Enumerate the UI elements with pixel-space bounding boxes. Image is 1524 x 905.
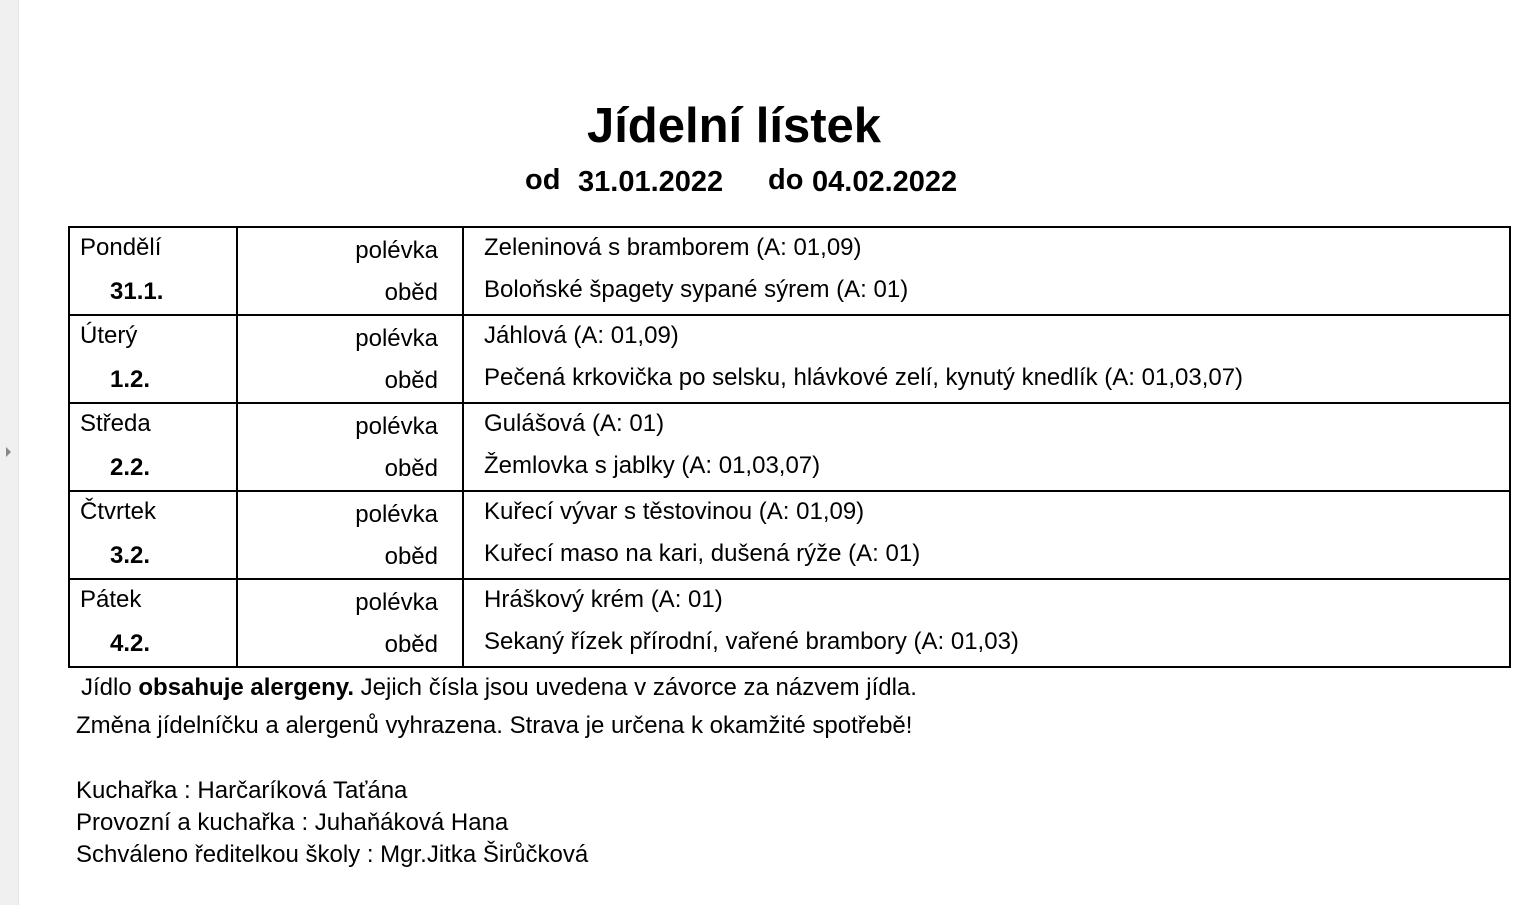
day-cell bbox=[69, 491, 237, 579]
date-to: 04.02.2022 bbox=[812, 166, 958, 198]
dish-cell bbox=[463, 227, 1510, 315]
lunch-label: oběd bbox=[384, 631, 438, 658]
lunch-label: oběd bbox=[384, 279, 438, 306]
soup-label: polévka bbox=[355, 325, 438, 352]
soup-dish: Jáhlová (A: 01,09) bbox=[484, 322, 679, 349]
day-date: 2.2. bbox=[110, 454, 151, 481]
day-cell bbox=[69, 227, 237, 315]
dish-cell bbox=[463, 315, 1510, 403]
table-row bbox=[69, 315, 1510, 403]
meal-type-cell bbox=[237, 491, 463, 579]
lunch-dish: Kuřecí maso na kari, dušená rýže (A: 01) bbox=[484, 540, 921, 567]
soup-dish: Zeleninová s bramborem (A: 01,09) bbox=[484, 234, 862, 261]
day-name: Pondělí bbox=[80, 234, 162, 261]
menu-table bbox=[68, 226, 1511, 668]
lunch-dish: Žemlovka s jablky (A: 01,03,07) bbox=[484, 452, 821, 479]
lunch-dish: Pečená krkovička po selsku, hlávkové zelí, kynutý knedlík (A: 01,03,07) bbox=[484, 364, 1244, 391]
allergen-prefix: Jídlo bbox=[81, 674, 132, 701]
day-date: 1.2. bbox=[110, 366, 151, 393]
day-date: 3.2. bbox=[110, 542, 151, 569]
day-name: Středa bbox=[80, 410, 151, 437]
day-date: 31.1. bbox=[110, 278, 164, 305]
table-row bbox=[69, 579, 1510, 667]
day-cell bbox=[69, 315, 237, 403]
allergen-notice bbox=[81, 673, 917, 703]
lunch-dish: Sekaný řízek přírodní, vařené brambory (A: 01,03) bbox=[484, 628, 1019, 655]
lunch-label: oběd bbox=[384, 367, 438, 394]
date-from: 31.01.2022 bbox=[578, 166, 724, 198]
cook-line: Kuchařka : Harčaríková Taťána bbox=[76, 777, 408, 804]
lunch-dish: Boloňské špagety sypané sýrem (A: 01) bbox=[484, 276, 909, 303]
meal-type-cell bbox=[237, 315, 463, 403]
table-row bbox=[69, 227, 1510, 315]
table-row bbox=[69, 491, 1510, 579]
change-notice: Změna jídelníčku a alergenů vyhrazena. Strava je určena k okamžité spotřebě! bbox=[76, 712, 913, 739]
operations-cook-line: Provozní a kuchařka : Juhaňáková Hana bbox=[76, 809, 509, 836]
dish-cell bbox=[463, 491, 1510, 579]
soup-dish: Kuřecí vývar s těstovinou (A: 01,09) bbox=[484, 498, 865, 525]
day-date: 4.2. bbox=[110, 630, 151, 657]
meal-type-cell bbox=[237, 227, 463, 315]
lunch-label: oběd bbox=[384, 455, 438, 482]
meal-type-cell bbox=[237, 579, 463, 667]
day-cell bbox=[69, 403, 237, 491]
soup-label: polévka bbox=[355, 237, 438, 264]
expand-arrow-icon[interactable] bbox=[6, 447, 11, 457]
allergen-bold: obsahuje alergeny. bbox=[138, 674, 354, 701]
lunch-label: oběd bbox=[384, 543, 438, 570]
date-to-label: do bbox=[768, 164, 804, 196]
table-row bbox=[69, 403, 1510, 491]
approval-line: Schváleno ředitelkou školy : Mgr.Jitka Širůčková bbox=[76, 841, 589, 868]
day-cell bbox=[69, 579, 237, 667]
date-from-label: od bbox=[525, 164, 561, 196]
day-name: Úterý bbox=[80, 322, 138, 349]
soup-dish: Gulášová (A: 01) bbox=[484, 410, 665, 437]
page-title: Jídelní lístek bbox=[586, 99, 882, 153]
dish-cell bbox=[463, 403, 1510, 491]
soup-label: polévka bbox=[355, 501, 438, 528]
allergen-suffix: Jejich čísla jsou uvedena v závorce za názvem jídla. bbox=[354, 674, 917, 701]
soup-label: polévka bbox=[355, 589, 438, 616]
meal-type-cell bbox=[237, 403, 463, 491]
soup-label: polévka bbox=[355, 413, 438, 440]
day-name: Pátek bbox=[80, 586, 142, 613]
soup-dish: Hráškový krém (A: 01) bbox=[484, 586, 723, 613]
dish-cell bbox=[463, 579, 1510, 667]
day-name: Čtvrtek bbox=[80, 498, 157, 525]
